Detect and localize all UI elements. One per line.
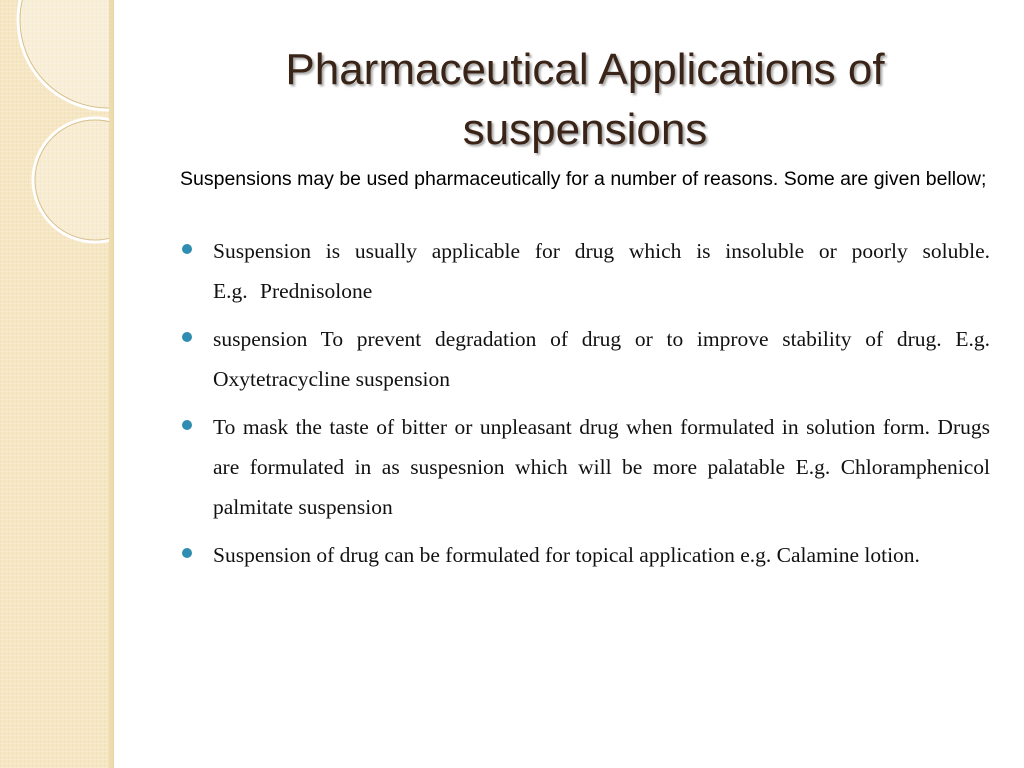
bullet-item <box>180 319 990 399</box>
bullet-dot-icon <box>182 332 192 342</box>
bullet-dot-icon <box>182 548 192 558</box>
decorative-side-strip <box>0 0 114 768</box>
intro-text: Suspensions may be used pharmaceutically for a number of reasons. Some are given bellow; <box>180 168 987 190</box>
bullet-text: Suspension of drug can be formulated for topical application e.g. Calamine lotion. <box>213 543 920 567</box>
bullet-list <box>180 231 990 583</box>
bullet-item <box>180 535 990 575</box>
bullet-text: suspension To prevent degradation of drug or to improve stability of drug. E.g. Oxytetracycline suspension <box>213 327 990 391</box>
decorative-circles <box>0 0 113 768</box>
bullet-item <box>180 407 990 527</box>
bullet-item <box>180 231 990 311</box>
bullet-text: Suspension is usually applicable for drug which is insoluble or poorly soluble. E.g. Prednisolone <box>213 239 990 303</box>
bullet-dot-icon <box>182 244 192 254</box>
bullet-text: To mask the taste of bitter or unpleasant drug when formulated in solution form. Drugs are formulated in as suspesnion which will be more palatable E.g. Chloramphenicol palmitate suspension <box>213 415 990 519</box>
slide-title: Pharmaceutical Applications of suspensions <box>285 45 885 154</box>
strip-edge <box>109 0 113 768</box>
bullet-dot-icon <box>182 420 192 430</box>
